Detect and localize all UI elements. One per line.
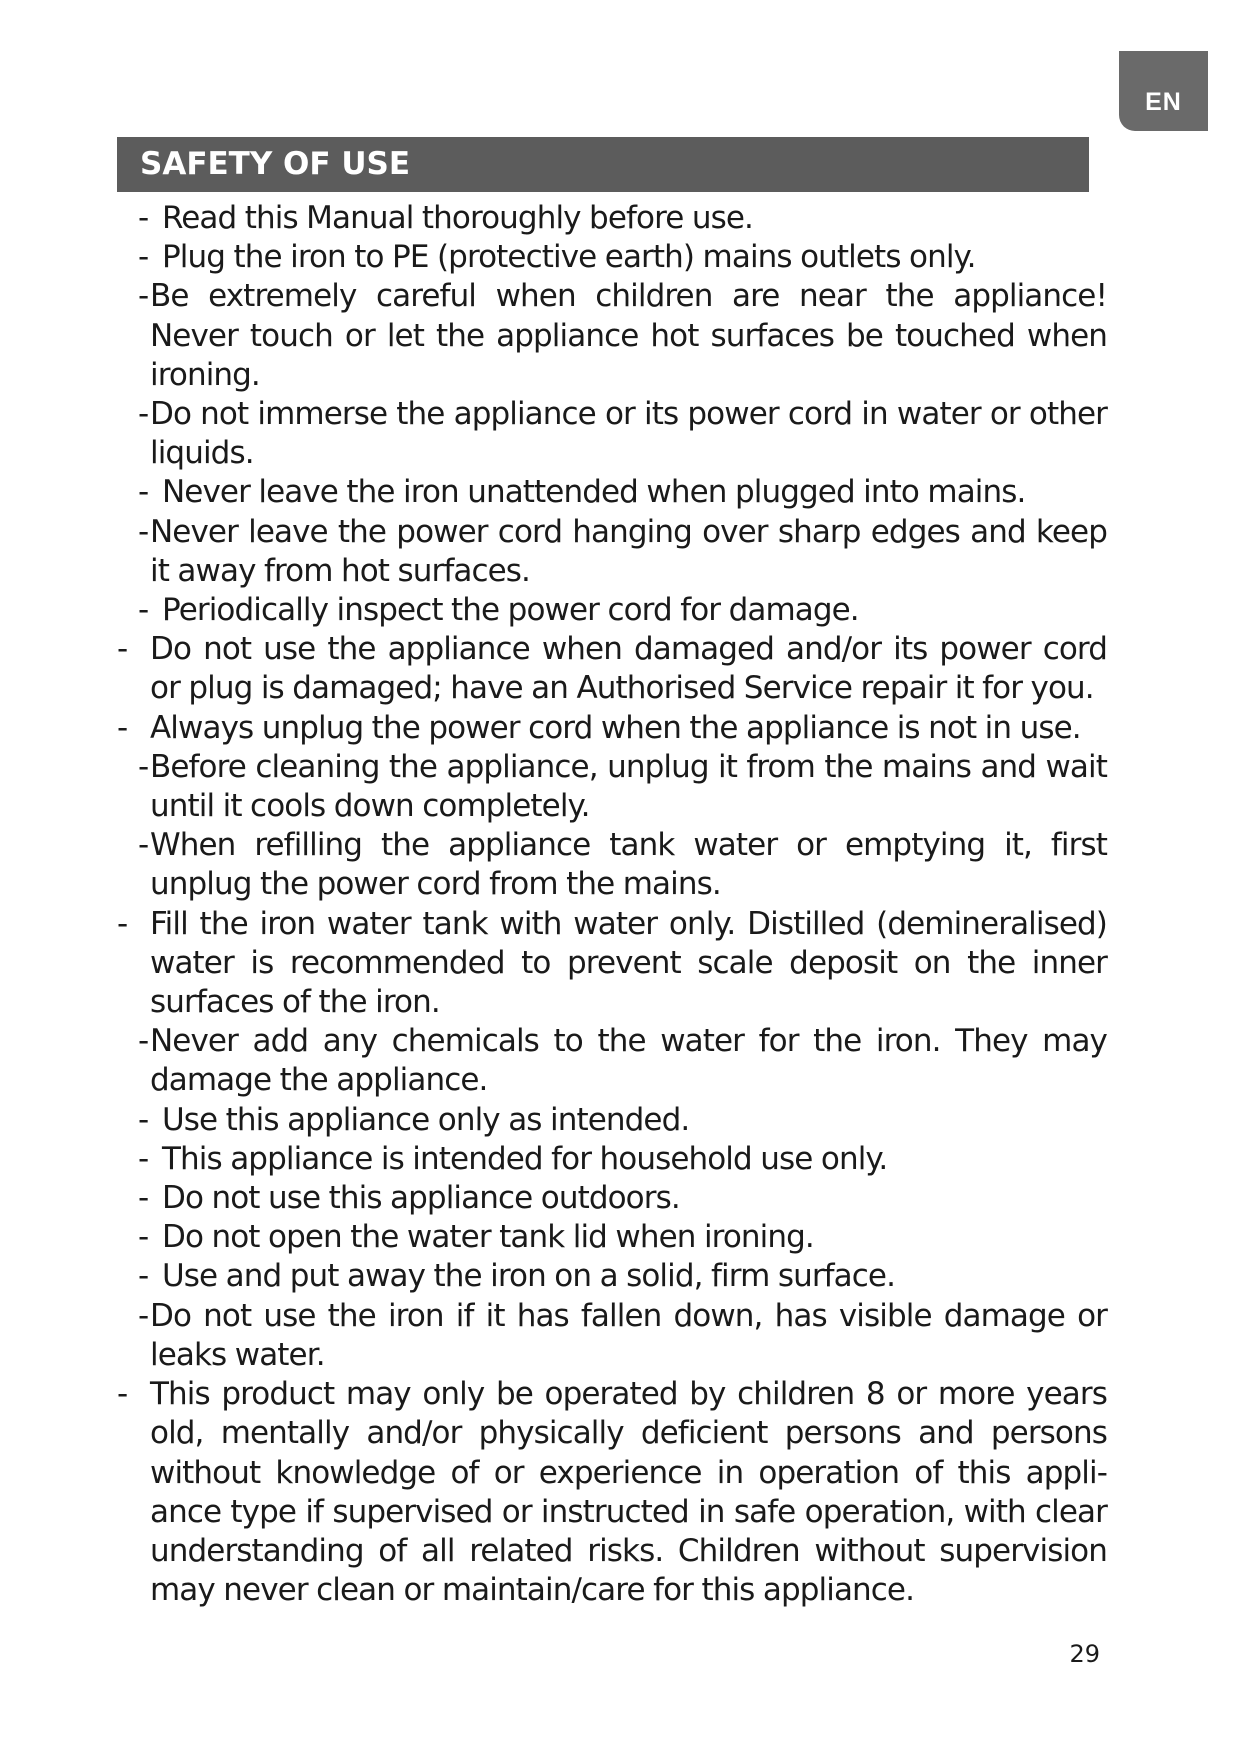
list-item-text: Do not use this appliance outdoors. [162, 1180, 680, 1217]
list-item [117, 905, 1107, 1023]
list-item-text: When refilling the appliance tank water or emptying it, first unplug the power cord from the mains. [150, 827, 1107, 903]
bullet-dash: - [138, 827, 149, 864]
list-item [117, 1140, 1107, 1179]
list-item-text: Use this appliance only as intended. [162, 1101, 690, 1138]
list-item [117, 826, 1107, 904]
list-item-text: Plug the iron to PE (protective earth) mains outlets only. [162, 239, 976, 276]
safety-list [117, 199, 1107, 1610]
list-item-text: Periodically inspect the power cord for damage. [162, 592, 859, 629]
bullet-dash: - [138, 200, 149, 236]
list-item [117, 277, 1107, 395]
bullet-dash: - [117, 709, 128, 746]
list-item-text: Before cleaning the appliance, unplug it from the mains and wait until it cools down completely. [150, 748, 1107, 825]
list-item [117, 199, 1107, 238]
section-title: SAFETY OF USE [117, 137, 1089, 192]
list-item [117, 1257, 1107, 1296]
bullet-dash: - [138, 474, 149, 511]
bullet-dash: - [138, 1258, 149, 1295]
bullet-dash: - [138, 748, 149, 785]
list-item-text: Use and put away the iron on a solid, firm surface. [162, 1258, 896, 1295]
list-item [117, 709, 1107, 748]
list-item-text: Always unplug the power cord when the appliance is not in use. [150, 709, 1081, 746]
list-item-text: Never leave the iron unattended when plugged into mains. [162, 474, 1026, 511]
bullet-dash: - [138, 1219, 149, 1256]
language-tab: EN [1119, 51, 1208, 131]
bullet-dash: - [117, 1376, 128, 1413]
list-item [117, 630, 1107, 708]
bullet-dash: - [138, 1101, 149, 1138]
bullet-dash: - [138, 396, 149, 433]
list-item [117, 395, 1107, 473]
list-item [117, 591, 1107, 630]
list-item [117, 1022, 1107, 1100]
list-item-text: Never leave the power cord hanging over sharp edges and keep it away from hot surfaces. [150, 513, 1107, 589]
list-item [117, 748, 1107, 826]
bullet-dash: - [138, 513, 149, 550]
bullet-dash: - [138, 1180, 149, 1217]
list-item-text: Be extremely careful when children are near the appliance! Never touch or let the appliance hot surfaces be touched when ironing. [150, 278, 1107, 393]
list-item-text: Never add any chemicals to the water for the iron. They may damage the appliance. [150, 1023, 1107, 1099]
page-number: 29 [1069, 1640, 1100, 1668]
list-item-text: This product may only be operated by children 8 or more years old, mentally and/or physically deficient persons and persons without knowledge of or experience in operation of this appli-ance type if supervised or instructed in safe operation, with clear understanding of all related risks. Children without supervision may never clean or maintain/care for this appliance. [150, 1376, 1107, 1609]
list-item-text: Fill the iron water tank with water only. Distilled (demineralised) water is recommended to prevent scale deposit on the inner surfaces of the iron. [150, 905, 1107, 1021]
bullet-dash: - [138, 278, 149, 315]
list-item-text: Do not use the iron if it has fallen down, has visible damage or leaks water. [150, 1297, 1107, 1373]
list-item-text: This appliance is intended for household use only. [162, 1140, 888, 1177]
bullet-dash: - [138, 239, 149, 276]
list-item [117, 1297, 1107, 1375]
list-item [117, 513, 1107, 591]
bullet-dash: - [138, 592, 149, 629]
list-item [117, 1375, 1107, 1610]
bullet-dash: - [117, 905, 128, 942]
list-item [117, 1218, 1107, 1257]
list-item-text: Do not use the appliance when damaged and/or its power cord or plug is damaged; have an Authorised Service repair it for you. [150, 631, 1107, 707]
bullet-dash: - [138, 1297, 149, 1334]
bullet-dash: - [138, 1140, 149, 1177]
list-item-text: Read this Manual thoroughly before use. [162, 200, 753, 236]
list-item [117, 473, 1107, 512]
list-item-text: Do not immerse the appliance or its power cord in water or other liquids. [150, 396, 1107, 472]
bullet-dash: - [117, 631, 128, 668]
list-item [117, 1101, 1107, 1140]
list-item [117, 238, 1107, 277]
list-item-text: Do not open the water tank lid when ironing. [162, 1219, 814, 1256]
bullet-dash: - [138, 1023, 149, 1060]
list-item [117, 1179, 1107, 1218]
